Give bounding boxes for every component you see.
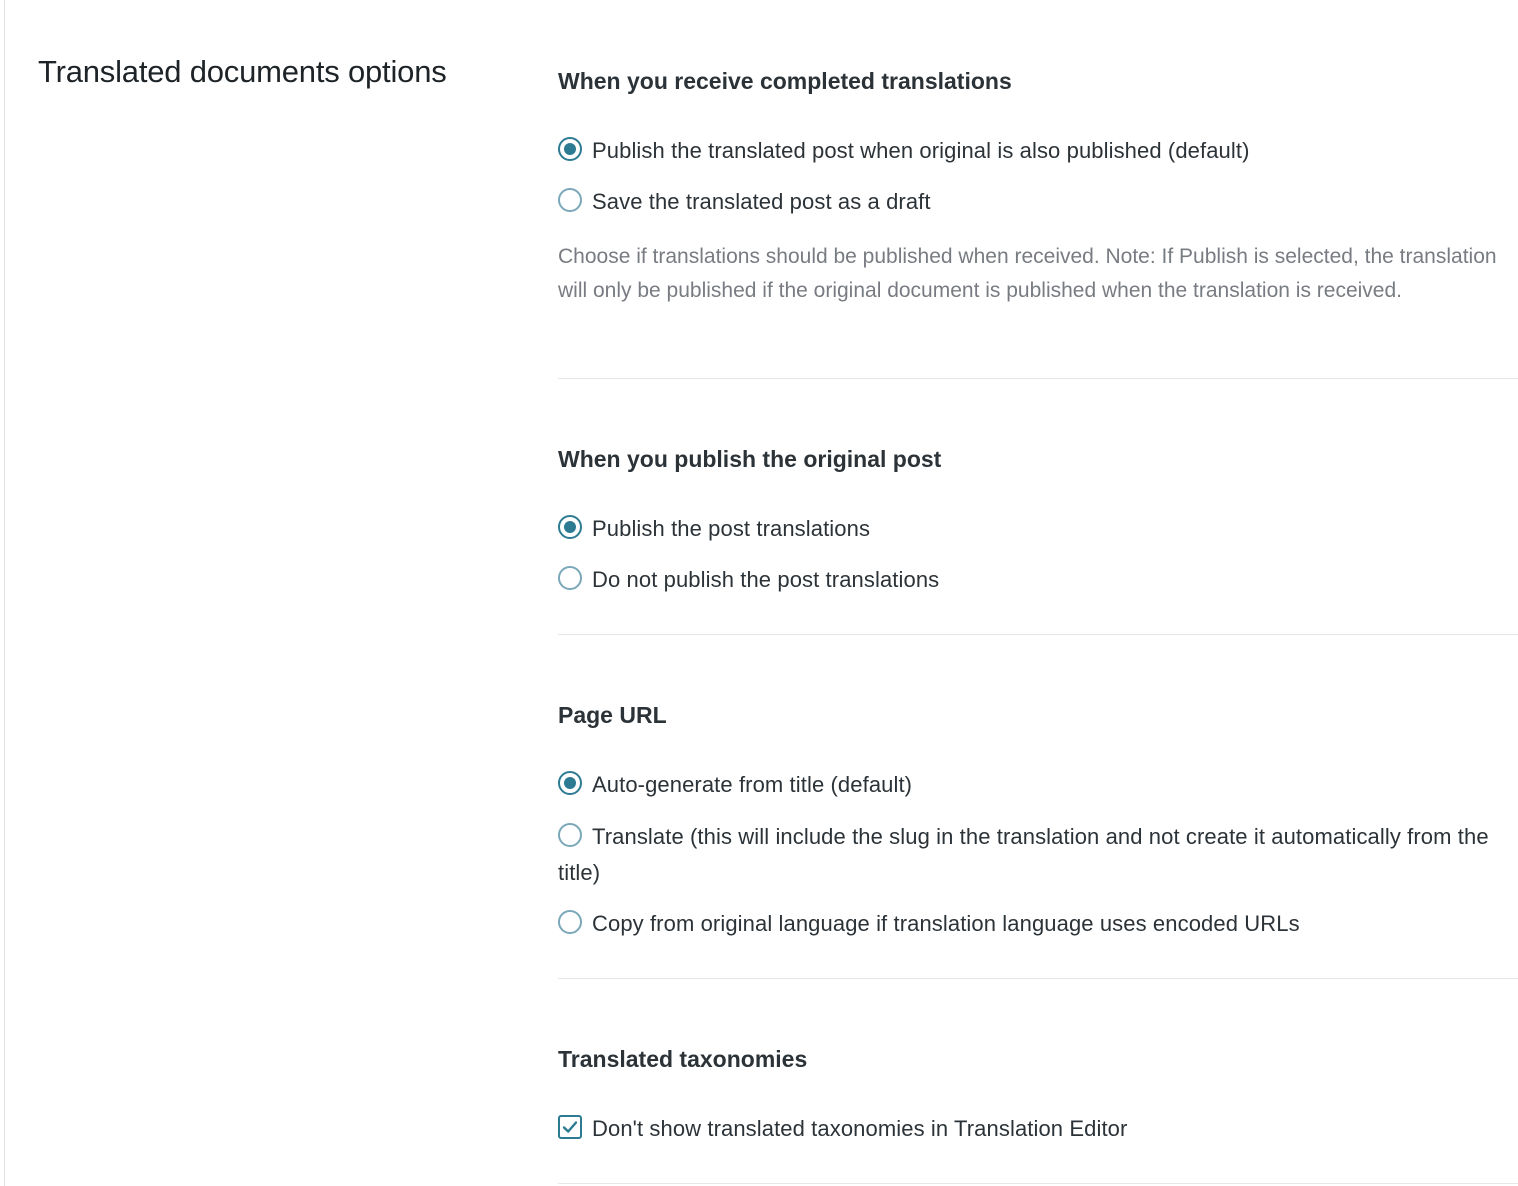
publish-translations-option[interactable]: [558, 511, 1508, 547]
translated-taxonomies-heading: Translated taxonomies: [558, 1046, 808, 1072]
copy-original-radio[interactable]: [558, 910, 582, 934]
save-draft-radio[interactable]: [558, 188, 582, 212]
translate-slug-radio[interactable]: [558, 823, 582, 847]
do-not-publish-radio[interactable]: [558, 566, 582, 590]
publish-translated-radio[interactable]: [558, 137, 582, 161]
auto-generate-radio[interactable]: [558, 771, 582, 795]
hide-taxonomies-label: Don't show translated taxonomies in Translation Editor: [592, 1116, 1128, 1141]
save-draft-label: Save the translated post as a draft: [592, 189, 931, 214]
translate-slug-label: Translate (this will include the slug in the translation and not create it automatically from the title): [558, 824, 1489, 885]
divider: [558, 978, 1518, 979]
do-not-publish-option[interactable]: [558, 562, 1508, 598]
copy-original-label: Copy from original language if translation language uses encoded URLs: [592, 911, 1300, 936]
hide-taxonomies-checkbox[interactable]: [558, 1115, 582, 1139]
publish-translations-label: Publish the post translations: [592, 516, 871, 541]
checkmark-icon: [561, 1118, 579, 1136]
divider: [558, 634, 1518, 635]
section-title: Translated documents options: [38, 54, 447, 89]
hide-taxonomies-option[interactable]: [558, 1111, 1508, 1147]
translate-slug-option[interactable]: [558, 819, 1508, 891]
divider: [558, 1183, 1518, 1184]
copy-original-option[interactable]: [558, 906, 1508, 942]
page-url-heading: Page URL: [558, 702, 667, 728]
publish-original-heading: When you publish the original post: [558, 446, 942, 472]
divider: [558, 378, 1518, 379]
save-draft-option[interactable]: [558, 184, 1508, 220]
auto-generate-option[interactable]: [558, 767, 1508, 803]
completed-translations-help: Choose if translations should be published when received. Note: If Publish is selected, the translation will only be published if the original document is published when the translation is received.: [558, 245, 1497, 302]
do-not-publish-label: Do not publish the post translations: [592, 567, 940, 592]
publish-translated-option[interactable]: [558, 133, 1508, 169]
completed-translations-heading: When you receive completed translations: [558, 68, 1012, 94]
auto-generate-label: Auto-generate from title (default): [592, 772, 913, 797]
publish-translations-radio[interactable]: [558, 515, 582, 539]
left-border: [4, 0, 5, 1186]
publish-translated-label: Publish the translated post when original is also published (default): [592, 138, 1250, 163]
